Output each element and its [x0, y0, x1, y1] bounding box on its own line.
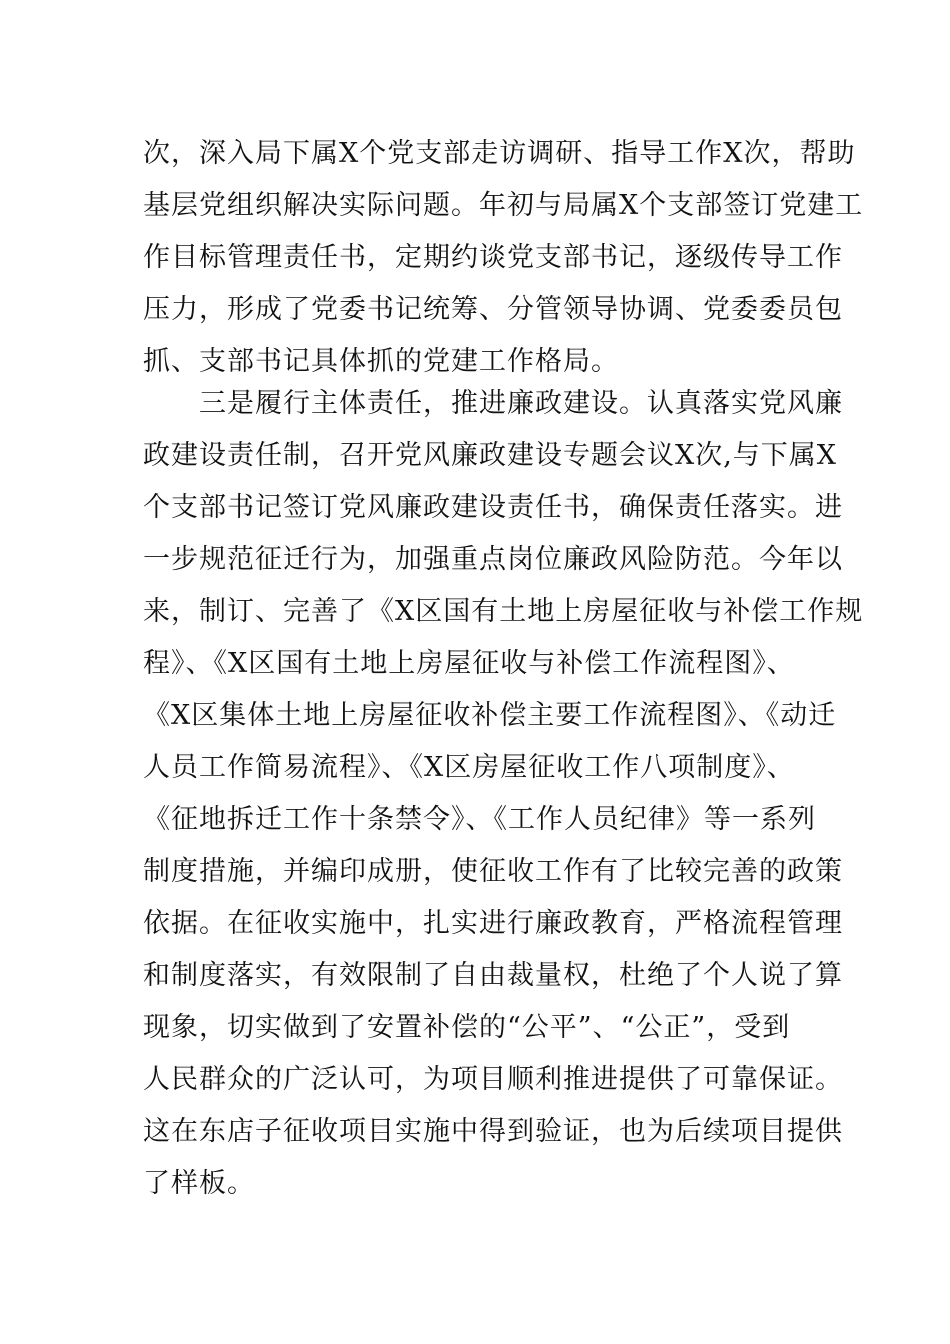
text-line: 制度措施，并编印成册，使征收工作有了比较完善的政策 — [143, 856, 843, 887]
text-line: 现象，切实做到了安置补偿的“公平”、“公正”，受到 — [143, 1012, 791, 1043]
text-line: 政建设责任制，召开党风廉政建设专题会议X次,与下属X — [143, 440, 838, 471]
text-line: 这在东店子征收项目实施中得到验证，也为后续项目提供 — [143, 1116, 843, 1147]
text-line: 作目标管理责任书，定期约谈党支部书记，逐级传导工作 — [143, 242, 843, 273]
text-line: 压力，形成了党委书记统筹、分管领导协调、党委委员包 — [143, 294, 843, 325]
paragraph-party-building — [143, 128, 864, 388]
text-line: 依据。在征收实施中，扎实进行廉政教育，严格流程管理 — [143, 908, 843, 939]
text-line: 程》、《X区国有土地上房屋征收与补偿工作流程图》、 — [143, 648, 795, 679]
text-line: 《X区集体土地上房屋征收补偿主要工作流程图》、《动迁 — [143, 700, 837, 731]
paragraph-integrity-building — [143, 378, 864, 1210]
text-line: 个支部书记签订党风廉政建设责任书，确保责任落实。进 — [143, 492, 843, 523]
text-line: 《征地拆迁工作十条禁令》、《工作人员纪律》等一系列 — [143, 804, 816, 835]
text-line: 三是履行主体责任，推进廉政建设。认真落实党风廉 — [199, 388, 843, 419]
text-line: 了样板。 — [143, 1168, 255, 1199]
text-line: 人民群众的广泛认可，为项目顺利推进提供了可靠保证。 — [143, 1064, 843, 1095]
text-line: 和制度落实，有效限制了自由裁量权，杜绝了个人说了算 — [143, 960, 843, 991]
text-line: 抓、支部书记具体抓的党建工作格局。 — [143, 346, 619, 377]
text-line: 次，深入局下属X个党支部走访调研、指导工作X次，帮助 — [143, 138, 856, 169]
text-line: 一步规范征迁行为，加强重点岗位廉政风险防范。今年以 — [143, 544, 843, 575]
text-line: 基层党组织解决实际问题。年初与局属X个支部签订党建工 — [143, 190, 864, 221]
text-line: 来，制订、完善了《X区国有土地上房屋征收与补偿工作规 — [143, 596, 864, 627]
text-line: 人员工作简易流程》、《X区房屋征收工作八项制度》、 — [143, 752, 795, 783]
